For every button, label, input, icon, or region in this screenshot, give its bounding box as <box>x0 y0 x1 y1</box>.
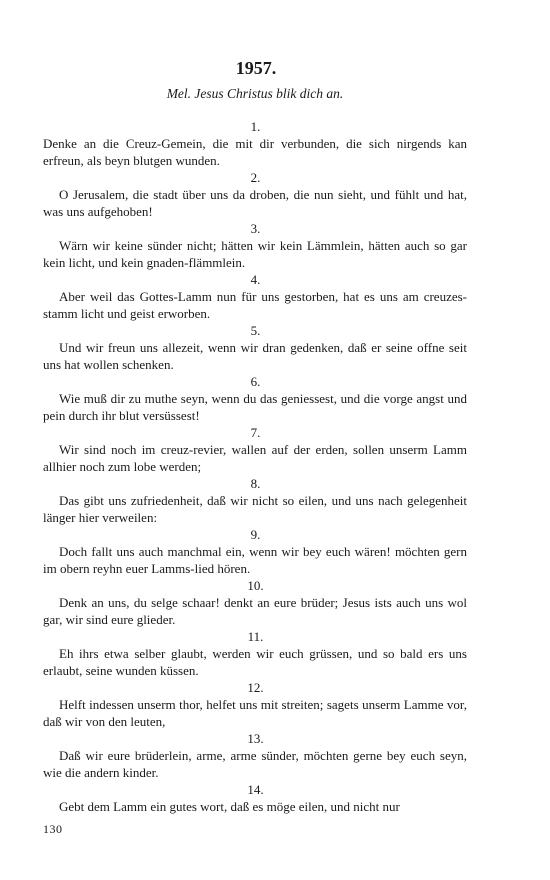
verse-number: 7. <box>250 425 261 440</box>
verse <box>43 118 467 169</box>
verse-number: 13. <box>247 731 264 746</box>
verse-text: Helft indessen unserm thor, helfet uns mit streiten; sagets unserm Lamme vor, daß wir von den leuten, <box>43 697 467 729</box>
verse-text: Daß wir eure brüderlein, arme, arme sünder, möchten gerne bey euch seyn, wie die andern kinder. <box>43 748 467 780</box>
verse-text: Denke an die Creuz-Gemein, die mit dir verbunden, die sich nirgends kan erfreun, als beyn blutgen wunden. <box>43 136 467 168</box>
verse <box>43 475 467 526</box>
verse <box>43 526 467 577</box>
verse-number: 4. <box>250 272 261 287</box>
verse-number: 11. <box>247 629 264 644</box>
verse <box>43 679 467 730</box>
verse <box>43 628 467 679</box>
verse <box>43 373 467 424</box>
verse <box>43 271 467 322</box>
verse <box>43 781 467 815</box>
verse-number: 2. <box>250 170 261 185</box>
verse <box>43 577 467 628</box>
verse <box>43 169 467 220</box>
verse <box>43 322 467 373</box>
verse-number: 12. <box>247 680 264 695</box>
melody-line: Mel. Jesus Christus blik dich an. <box>166 86 344 101</box>
verse-text: Wärn wir keine sünder nicht; hätten wir kein Lämmlein, hätten auch so gar kein licht, und kein gnaden-flämmlein. <box>43 238 467 270</box>
verse-number: 14. <box>247 782 264 797</box>
verse-text: Und wir freun uns allezeit, wenn wir dran gedenken, daß er seine offne seit uns hat wollen schenken. <box>43 340 467 372</box>
verse-number: 8. <box>250 476 261 491</box>
verse-text: Doch fallt uns auch manchmal ein, wenn wir bey euch wären! möchten gern im obern reyhn euer Lamms-lied hören. <box>43 544 467 576</box>
verse-text: Denk an uns, du selge schaar! denkt an eure brüder; Jesus ists auch uns wol gar, wir sind eure glieder. <box>43 595 467 627</box>
verse-text: Das gibt uns zufriedenheit, daß wir nicht so eilen, und uns nach gelegenheit länger hier verweilen: <box>43 493 467 525</box>
verse-text: O Jerusalem, die stadt über uns da droben, die nun sieht, und fühlt und hat, was uns aufgehoben! <box>43 187 467 219</box>
verse-number: 10. <box>247 578 264 593</box>
verse-text: Wie muß dir zu muthe seyn, wenn du das geniessest, und die vorge angst und pein durch ihr blut versüssest! <box>43 391 467 423</box>
verse-number: 9. <box>250 527 261 542</box>
verse-number: 5. <box>250 323 261 338</box>
verse-number: 1. <box>250 119 261 134</box>
verse-number: 3. <box>250 221 261 236</box>
verse-text: Aber weil das Gottes-Lamm nun für uns gestorben, hat es uns am creuzes-stamm licht und geist erworben. <box>43 289 467 321</box>
verse <box>43 730 467 781</box>
verse-text: Eh ihrs etwa selber glaubt, werden wir euch grüssen, und so bald ers uns erlaubt, seine wunden küssen. <box>43 646 467 678</box>
verse <box>43 220 467 271</box>
verse-list <box>43 118 467 815</box>
verse-text: Wir sind noch im creuz-revier, wallen auf der erden, sollen unserm Lamm allhier noch zum lobe werden; <box>43 442 467 474</box>
page-number: 130 <box>43 822 63 836</box>
verse-number: 6. <box>250 374 261 389</box>
hymn-number: 1957. <box>235 58 277 78</box>
verse-text: Gebt dem Lamm ein gutes wort, daß es möge eilen, und nicht nur <box>59 799 400 814</box>
verse <box>43 424 467 475</box>
